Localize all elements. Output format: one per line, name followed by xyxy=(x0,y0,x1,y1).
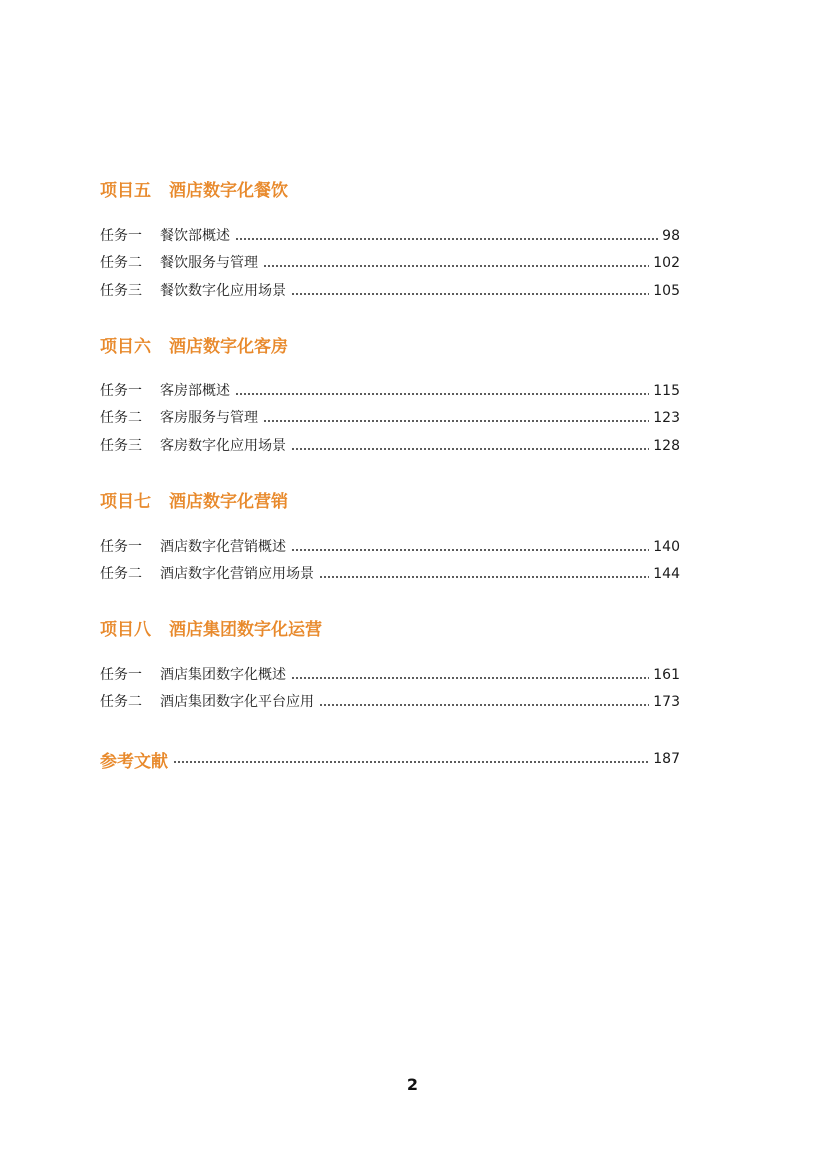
task-title: 餐饮数字化应用场景 xyxy=(160,283,286,299)
page-number: 2 xyxy=(406,1075,419,1094)
toc-entry[interactable] xyxy=(100,538,680,556)
leader-dots xyxy=(173,761,649,763)
leader-dots xyxy=(235,238,658,240)
page-ref: 105 xyxy=(653,283,680,299)
leader-dots xyxy=(319,576,649,578)
leader-dots xyxy=(235,393,649,395)
leader-dots xyxy=(291,448,649,450)
page-ref: 98 xyxy=(662,228,680,244)
leader-dots xyxy=(291,677,649,679)
leader-dots xyxy=(319,704,649,706)
page-ref: 140 xyxy=(653,539,680,555)
task-title: 客房部概述 xyxy=(160,383,230,399)
references-entry[interactable] xyxy=(100,749,680,772)
task-title: 餐饮服务与管理 xyxy=(160,255,258,271)
page-ref: 123 xyxy=(653,410,680,426)
project-title: 酒店数字化客房 xyxy=(169,337,288,357)
references-label: 参考文献 xyxy=(100,751,168,772)
task-number: 任务三 xyxy=(100,283,142,299)
task-number: 任务一 xyxy=(100,228,142,244)
task-number: 任务二 xyxy=(100,566,142,582)
toc-entry[interactable] xyxy=(100,565,680,583)
section-heading[interactable] xyxy=(100,620,322,640)
page-ref: 144 xyxy=(653,566,680,582)
task-number: 任务三 xyxy=(100,438,142,454)
task-number: 任务二 xyxy=(100,410,142,426)
task-title: 餐饮部概述 xyxy=(160,228,230,244)
page-ref: 187 xyxy=(653,751,680,767)
section-heading[interactable] xyxy=(100,492,288,512)
project-title: 酒店集团数字化运营 xyxy=(169,620,322,640)
project-title: 酒店数字化餐饮 xyxy=(169,181,288,201)
project-number: 项目五 xyxy=(100,181,151,201)
toc-entry[interactable] xyxy=(100,382,680,400)
task-number: 任务二 xyxy=(100,255,142,271)
leader-dots xyxy=(263,265,649,267)
section-heading[interactable] xyxy=(100,181,288,201)
toc-entry[interactable] xyxy=(100,254,680,272)
task-number: 任务一 xyxy=(100,539,142,555)
task-title: 客房服务与管理 xyxy=(160,410,258,426)
task-number: 任务二 xyxy=(100,694,142,710)
task-number: 任务一 xyxy=(100,667,142,683)
project-number: 项目七 xyxy=(100,492,151,512)
toc-entry[interactable] xyxy=(100,282,680,300)
task-title: 酒店集团数字化平台应用 xyxy=(160,694,314,710)
task-title: 酒店数字化营销应用场景 xyxy=(160,566,314,582)
page-ref: 161 xyxy=(653,667,680,683)
page-ref: 173 xyxy=(653,694,680,710)
page-ref: 102 xyxy=(653,255,680,271)
project-number: 项目六 xyxy=(100,337,151,357)
project-title: 酒店数字化营销 xyxy=(169,492,288,512)
task-title: 酒店数字化营销概述 xyxy=(160,539,286,555)
task-number: 任务一 xyxy=(100,383,142,399)
toc-entry[interactable] xyxy=(100,437,680,455)
leader-dots xyxy=(291,293,649,295)
toc-entry[interactable] xyxy=(100,693,680,711)
toc-entry[interactable] xyxy=(100,666,680,684)
task-title: 酒店集团数字化概述 xyxy=(160,667,286,683)
toc-entry[interactable] xyxy=(100,409,680,427)
task-title: 客房数字化应用场景 xyxy=(160,438,286,454)
section-heading[interactable] xyxy=(100,337,288,357)
page-ref: 115 xyxy=(653,383,680,399)
page-ref: 128 xyxy=(653,438,680,454)
leader-dots xyxy=(263,420,649,422)
project-number: 项目八 xyxy=(100,620,151,640)
toc-entry[interactable] xyxy=(100,227,680,245)
leader-dots xyxy=(291,549,649,551)
